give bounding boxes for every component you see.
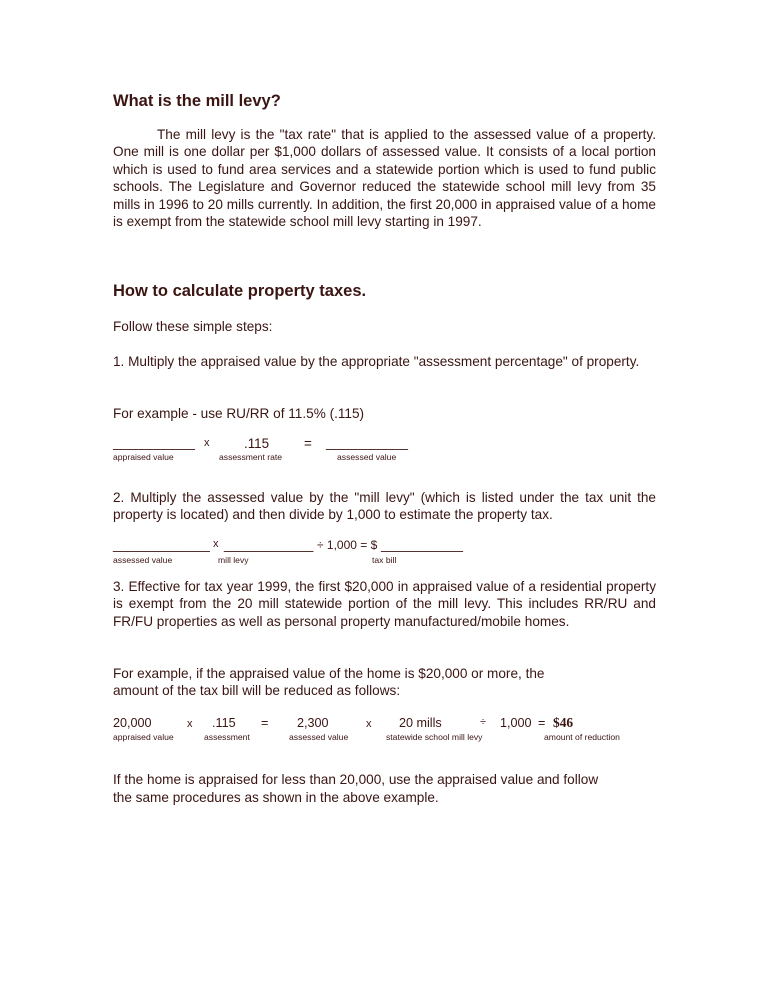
closing-line-1: If the home is appraised for less than 20,000, use the appraised value and follow [113, 772, 599, 787]
formula-2-blank-assessed: _____________ [113, 537, 210, 552]
formula-2-divide: ÷ 1,000 = $ [317, 538, 378, 552]
formula-1-rate: .115 [244, 436, 270, 451]
formula-3-equals-2: = [538, 716, 546, 730]
formula-3-label-assessed: assessed value [289, 732, 349, 742]
formula-2-blank-levy: ____________ [224, 537, 314, 552]
mill-levy-paragraph: The mill levy is the "tax rate" that is applied to the assessed value of a property. One mill is one dollar per $1,000 dollars of assessed value. It consists of a local portion which is used to fund area services and a statewide portion which is used to fund public schools. The Legislature and Governor reduced the statewide school mill levy from 35 mills in 1996 to 20 mills currently. In addition, the first 20,000 in appraised value of a home is exempt from the statewide school mill levy starting in 1997. [113, 127, 656, 230]
example-2-line-1: For example, if the appraised value of the home is $20,000 or more, the [113, 666, 545, 681]
formula-3-label-appraised: appraised value [113, 732, 174, 742]
formula-1-blank-appraised: ___________ [113, 435, 195, 450]
heading-calculate-taxes: How to calculate property taxes. [113, 282, 367, 300]
intro-text: Follow these simple steps: [113, 319, 273, 334]
closing-line-2: the same procedures as shown in the above example. [113, 790, 439, 805]
formula-1-multiply: x [204, 437, 210, 449]
example-1-text: For example - use RU/RR of 11.5% (.115) [113, 406, 365, 421]
formula-2-blank-bill: ___________ [381, 537, 463, 552]
heading-mill-levy: What is the mill levy? [113, 92, 281, 110]
formula-3-thousand: 1,000 [500, 716, 532, 730]
formula-1-label-rate: assessment rate [219, 452, 283, 462]
formula-3-equals-1: = [261, 716, 269, 730]
formula-3-reduction: $46 [553, 715, 574, 730]
formula-2-label-assessed: assessed value [113, 555, 173, 565]
step-2-text: 2. Multiply the assessed value by the "mill levy" (which is listed under the tax unit the property is located) and then divide by 1,000 to estimate the property tax. [113, 490, 656, 523]
formula-3-label-reduction: amount of reduction [544, 732, 620, 742]
formula-3-assessed: 2,300 [297, 716, 329, 730]
formula-1-label-assessed: assessed value [337, 452, 397, 462]
formula-2-multiply: x [213, 538, 219, 550]
formula-3-multiply-1: x [187, 718, 193, 730]
formula-1-equals: = [304, 436, 312, 451]
formula-1-blank-assessed: ___________ [326, 435, 408, 450]
formula-3-label-levy: statewide school mill levy [386, 732, 483, 742]
formula-3-multiply-2: x [366, 718, 372, 730]
formula-2-label-levy: mill levy [218, 555, 249, 565]
example-2-line-2: amount of the tax bill will be reduced as follows: [113, 683, 401, 698]
formula-1-label-appraised: appraised value [113, 452, 174, 462]
formula-3-appraised: 20,000 [113, 716, 152, 730]
formula-2-label-bill: tax bill [372, 555, 397, 565]
step-3-text: 3. Effective for tax year 1999, the first $20,000 in appraised value of a residential property is exempt from the 20 mill statewide portion of the mill levy. This includes RR/RU and FR/FU properties as well as personal property manufactured/mobile homes. [113, 579, 656, 629]
formula-3-divide: ÷ [480, 716, 487, 728]
formula-3-mills: 20 mills [399, 716, 442, 730]
formula-3-label-assessment: assessment [204, 732, 250, 742]
step-1-text: 1. Multiply the appraised value by the appropriate "assessment percentage" of property. [113, 354, 640, 369]
formula-3-rate: .115 [212, 716, 236, 730]
